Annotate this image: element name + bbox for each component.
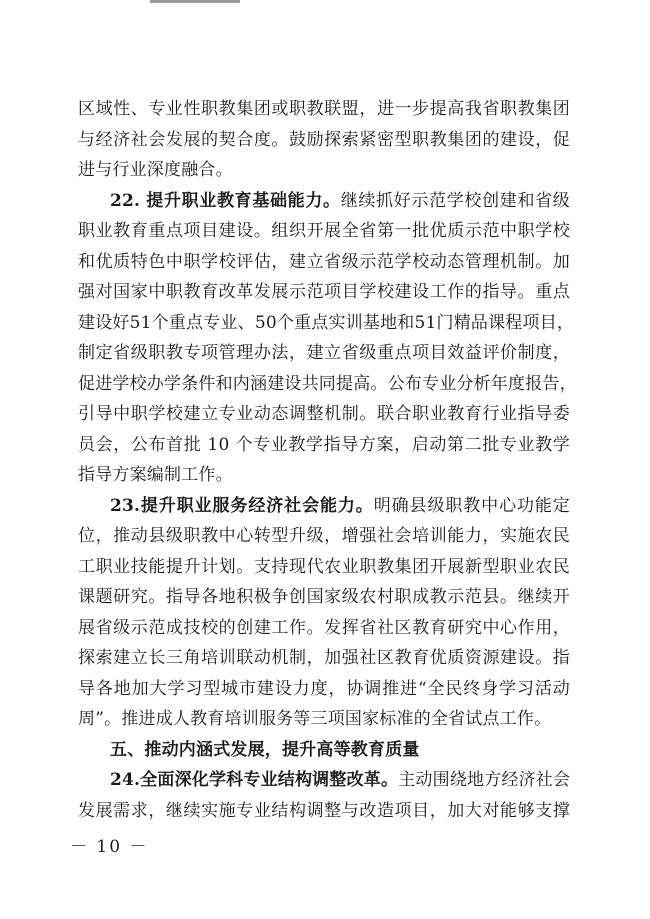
text-line: 促进学校办学条件和内涵建设共同提高。公布专业分析年度报告， [78,373,577,394]
text-line: 员会，公布首批 10 个专业教学指导方案，启动第二批专业教学 [78,434,570,455]
page-number: － 10 － [70,837,149,857]
document-page [78,94,577,826]
item-number: 22. [110,190,141,211]
text-line: 课题研究。指导各地积极争创国家级农村职成教示范县。继续开 [78,587,570,607]
paragraph-item-22 [78,186,577,491]
text-line: 探索建立长三角培训联动机制，加强社区教育优质资源建设。指 [78,648,570,668]
text-line: 进与行业深度融合。 [78,160,233,180]
item-title: 提升职业教育基础能力。 [146,190,341,211]
text-line: 导各地加大学习型城市建设力度，协调推进“全民终身学习活动 [78,678,570,699]
text-line: 强对国家中职教育改革发展示范项目学校建设工作的指导。重点 [78,282,570,302]
item-first-line-text: 明确县级职教中心功能定 [373,495,571,516]
paragraph-item-23 [78,491,570,735]
text-line: 位，推动县级职教中心转型升级，增强社会培训能力，实施农民 [78,526,570,546]
item-number: 24. [110,770,141,790]
text-line: 制定省级职教专项管理办法，建立省级重点项目效益评价制度， [78,343,570,363]
text-line: 职业教育重点项目建设。组织开展全省第一批优质示范中职学校 [78,221,570,241]
paragraph-item-24 [78,765,570,826]
text-line: 工职业技能提升计划。支持现代农业职教集团开展新型职业农民 [78,556,570,577]
item-title: 全面深化学科专业结构调整改革。 [140,770,399,790]
paragraph-continuation [78,94,570,186]
top-margin-rule [150,0,240,3]
text-line: 指导方案编制工作。 [78,465,233,485]
text-line: 发展需求，继续实施专业结构调整与改造项目，加大对能够支撑 [78,800,570,821]
item-first-line-text: 继续抓好示范学校创建和省级 [340,190,570,211]
text-line: 与经济社会发展的契合度。鼓励探索紧密型职教集团的建设，促 [78,129,570,150]
text-line: 周”。推进成人教育培训服务等三项国家标准的全省试点工作。 [78,709,552,729]
text-line: 引导中职学校建立专业动态调整机制。联合职业教育行业指导委 [78,404,570,424]
item-title: 提升职业服务经济社会能力。 [140,495,374,516]
text-line: 区域性、专业性职教集团或职教联盟，进一步提高我省职教集团 [78,99,570,119]
item-number: 23. [110,495,141,516]
item-first-line [78,186,570,217]
item-first-line [78,765,570,796]
text-line: 展省级示范成技校的创建工作。发挥省社区教育研究中心作用， [78,617,570,638]
item-first-line [78,491,570,522]
text-line: 建设好51个重点专业、50个重点实训基地和51门精品课程项目， [78,312,575,333]
section-heading: 五、推动内涵式发展，提升高等教育质量 [110,739,420,760]
text-line: 和优质特色中职学校评估，建立省级示范学校动态管理机制。加 [78,251,570,272]
item-first-line-text: 主动围绕地方经济社会 [398,770,571,790]
